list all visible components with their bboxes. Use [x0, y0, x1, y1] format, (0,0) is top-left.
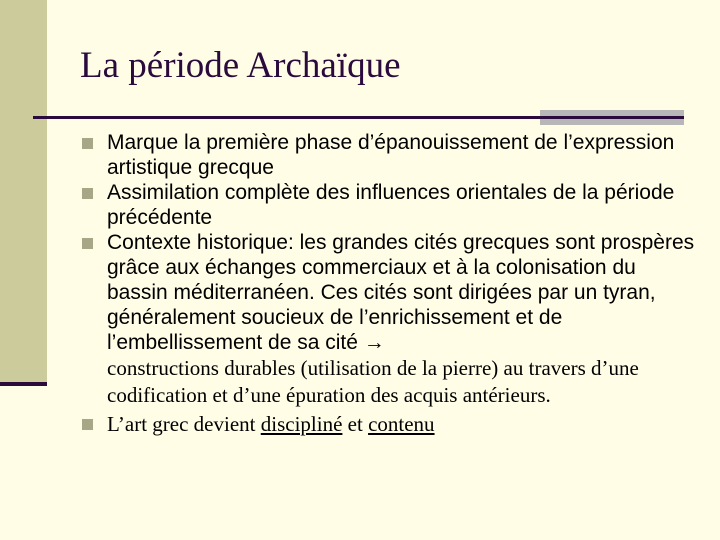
square-bullet-icon [82, 419, 93, 430]
bullet-text-prefix: L’art grec devient [107, 412, 261, 436]
bullet-text: Assimilation complète des influences orientales de la période précédente [107, 181, 675, 229]
bullet-item [80, 230, 695, 409]
square-bullet-icon [82, 238, 93, 249]
bullet-item [80, 180, 695, 230]
sidebar-edge-line [0, 382, 47, 386]
bullet-continuation: constructions durables (utilisation de la pierre) au travers d’une codification et d’une épuration des acquis antérieurs. [107, 356, 639, 407]
slide-content [80, 130, 695, 438]
square-bullet-icon [82, 138, 93, 149]
bullet-item [80, 130, 695, 180]
sidebar-decoration [0, 0, 47, 386]
bullet-text: Marque la première phase d’épanouissement de l’expression artistique grecque [107, 131, 675, 179]
bullet-item [80, 411, 695, 438]
bullet-text: Contexte historique: les grandes cités grecques sont prospères grâce aux échanges commerciaux et à la colonisation du bassin méditerranéen. Ces cités sont dirigées par un tyran, généralement soucieux de l’enrichissement et de l’embellissement de sa cité → [107, 231, 695, 354]
underlined-word: discipliné [260, 412, 343, 436]
title-accent-bar [540, 110, 684, 116]
bullet-text-middle: et [342, 412, 369, 436]
slide-title: La période Archaïque [80, 45, 401, 86]
underlined-word: contenu [368, 412, 435, 436]
title-accent-bar-2 [540, 119, 684, 125]
square-bullet-icon [82, 188, 93, 199]
